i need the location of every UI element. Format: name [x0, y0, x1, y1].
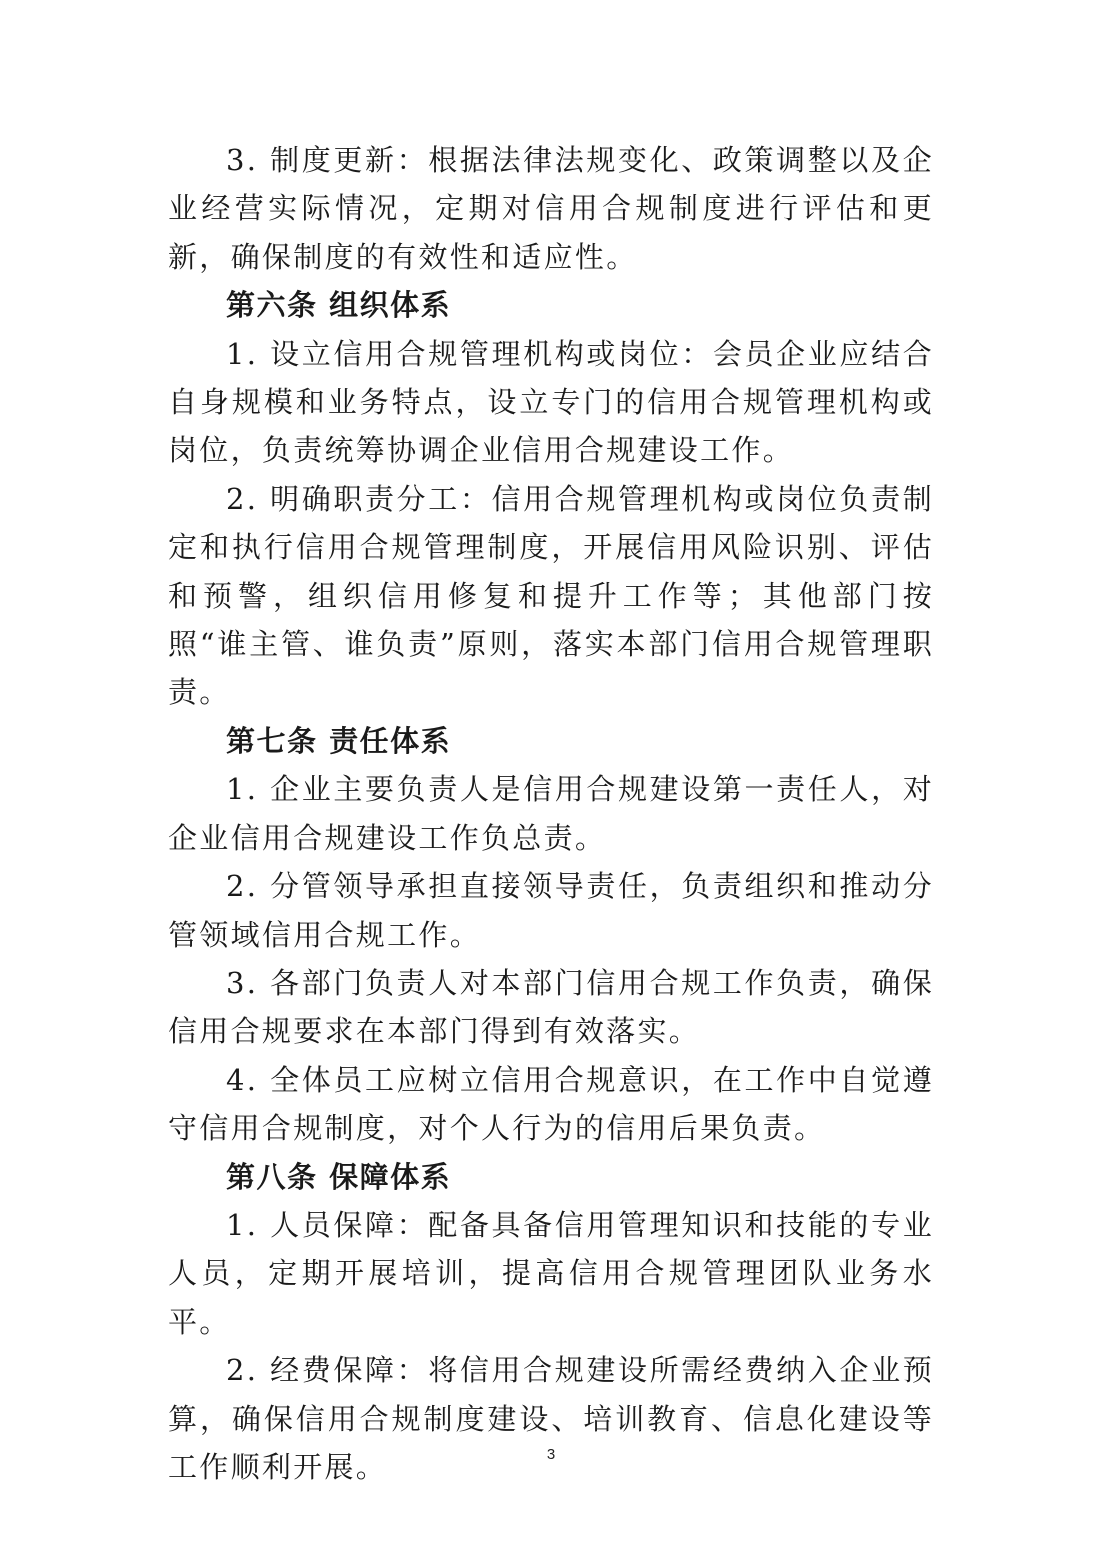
- article-6-heading: 第六条 组织体系: [226, 288, 452, 323]
- para-8-1: 1. 人员保障：配备具备信用管理知识和技能的专业人员，定期开展培训，提高信用合规管理团队业务水平。: [168, 1207, 934, 1339]
- para-7-4: 4. 全体员工应树立信用合规意识，在工作中自觉遵守信用合规制度，对个人行为的信用后果负责。: [168, 1062, 934, 1146]
- article-8-heading: 第八条 保障体系: [226, 1159, 452, 1194]
- para-6-1: 1. 设立信用合规管理机构或岗位：会员企业应结合自身规模和业务特点，设立专门的信用合规管理机构或岗位，负责统筹协调企业信用合规建设工作。: [168, 336, 934, 468]
- para-7-2: 2. 分管领导承担直接领导责任，负责组织和推动分管领域信用合规工作。: [168, 869, 934, 952]
- para-7-3: 3. 各部门负责人对本部门信用合规工作负责，确保信用合规要求在本部门得到有效落实。: [168, 965, 934, 1049]
- para-7-1: 1. 企业主要负责人是信用合规建设第一责任人，对企业信用合规建设工作负总责。: [168, 772, 934, 855]
- para-6-2: 2. 明确职责分工：信用合规管理机构或岗位负责制定和执行信用合规管理制度，开展信用风险识别、评估和预警，组织信用修复和提升工作等；其他部门按照“谁主管、谁负责”原则，落实本部门信用合规管理职责。: [168, 481, 934, 710]
- para-5-3: 3. 制度更新：根据法律法规变化、政策调整以及企业经营实际情况，定期对信用合规制度进行评估和更新，确保制度的有效性和适应性。: [168, 143, 934, 274]
- document-body: [168, 136, 934, 1491]
- page-number: 3: [546, 1446, 556, 1463]
- article-7-heading: 第七条 责任体系: [226, 723, 452, 758]
- para-8-2: 2. 经费保障：将信用合规建设所需经费纳入企业预算，确保信用合规制度建设、培训教育、信息化建设等工作顺利开展。: [168, 1353, 934, 1484]
